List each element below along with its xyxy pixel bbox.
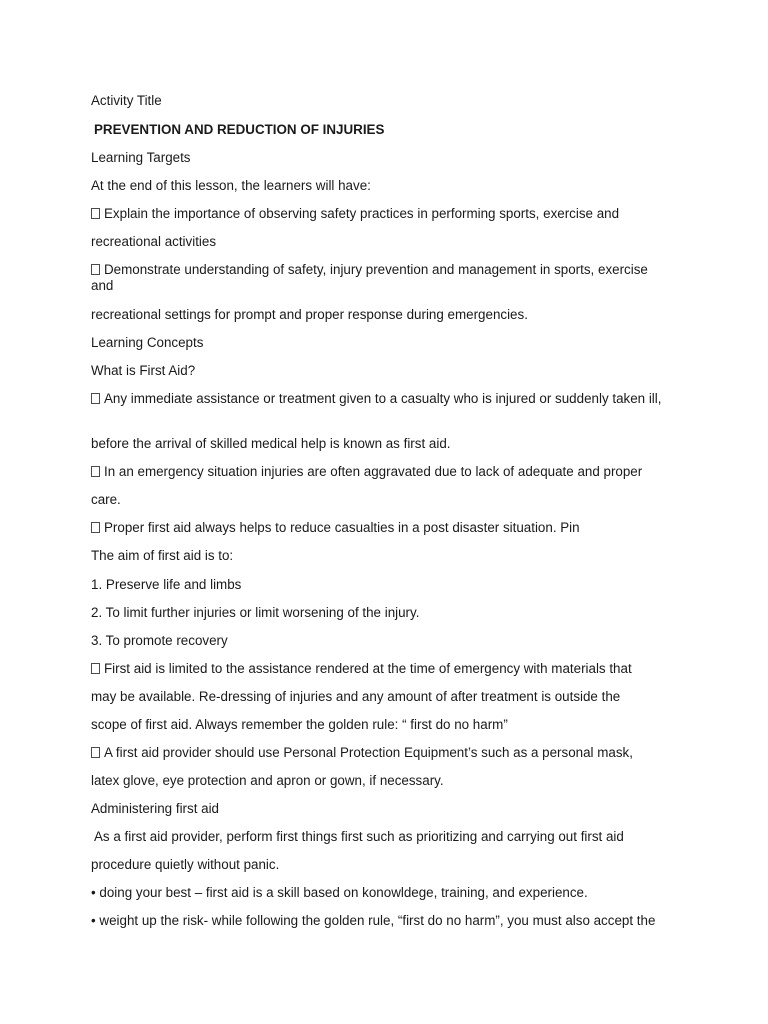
checkbox-glyph-icon (91, 393, 100, 404)
learning-targets-intro: At the end of this lesson, the learners will have: (91, 178, 371, 193)
concept-4-text: First aid is limited to the assistance rendered at the time of emergency with materials that (104, 661, 632, 676)
aim-item-2: 2. To limit further injuries or limit worsening of the injury. (91, 605, 420, 620)
concept-5-continued: latex glove, eye protection and apron or gown, if necessary. (91, 773, 444, 788)
aim-item-1: 1. Preserve life and limbs (91, 577, 242, 592)
concept-4-continued-1: may be available. Re-dressing of injuries and any amount of after treatment is outside the (91, 689, 621, 704)
learning-target-2-continued: recreational settings for prompt and proper response during emergencies. (91, 307, 528, 322)
learning-target-1-continued: recreational activities (91, 234, 217, 249)
learning-target-1-text: Explain the importance of observing safety practices in performing sports, exercise and (104, 206, 620, 221)
aim-intro: The aim of first aid is to: (91, 548, 234, 563)
checkbox-glyph-icon (91, 663, 100, 674)
concept-2-text: In an emergency situation injuries are often aggravated due to lack of adequate and proper (104, 464, 643, 479)
concept-1-text: Any immediate assistance or treatment given to a casualty who is injured or suddenly taken ill, (104, 391, 662, 406)
activity-title: PREVENTION AND REDUCTION OF INJURIES (94, 122, 385, 137)
concept-3 (91, 520, 681, 536)
checkbox-glyph-icon (91, 747, 100, 758)
learning-concepts-heading: Learning Concepts (91, 335, 204, 350)
concept-1 (91, 391, 666, 407)
administering-paragraph: As a first aid provider, perform first things first such as prioritizing and carrying out first aid (91, 829, 624, 844)
learning-target-2-text: Demonstrate understanding of safety, injury prevention and management in sports, exercise and (91, 262, 648, 293)
bullet-item-2: • weight up the risk- while following the golden rule, “first do no harm”, you must also accept the (91, 913, 656, 928)
administering-paragraph-continued: procedure quietly without panic. (91, 857, 280, 872)
checkbox-glyph-icon (91, 522, 100, 533)
checkbox-glyph-icon (91, 264, 100, 275)
bullet-item-1: • doing your best – first aid is a skill based on konowldege, training, and experience. (91, 885, 588, 900)
checkbox-glyph-icon (91, 466, 100, 477)
first-aid-question: What is First Aid? (91, 363, 196, 378)
concept-4-continued-2: scope of first aid. Always remember the golden rule: “ first do no harm” (91, 717, 508, 732)
concept-5 (91, 745, 681, 761)
learning-target-1 (91, 206, 681, 222)
learning-target-2 (91, 262, 666, 294)
concept-5-text: A first aid provider should use Personal Protection Equipment’s such as a personal mask, (104, 745, 633, 760)
learning-targets-heading: Learning Targets (91, 150, 191, 165)
checkbox-glyph-icon (91, 208, 100, 219)
concept-1-continued: before the arrival of skilled medical help is known as first aid. (91, 436, 451, 451)
concept-2-continued: care. (91, 492, 121, 507)
concept-4 (91, 661, 681, 677)
activity-title-label: Activity Title (91, 93, 162, 108)
administering-heading: Administering first aid (91, 801, 220, 816)
concept-3-text: Proper first aid always helps to reduce casualties in a post disaster situation. Pin (104, 520, 580, 535)
aim-item-3: 3. To promote recovery (91, 633, 228, 648)
concept-2 (91, 464, 681, 480)
